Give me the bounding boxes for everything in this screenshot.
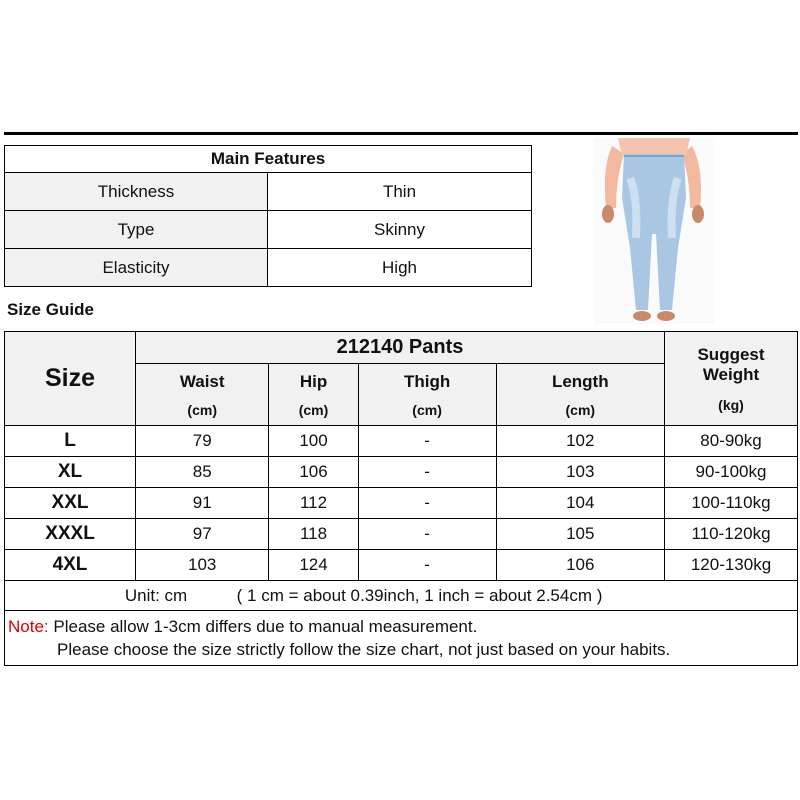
weight-header-line1: Suggest <box>697 344 765 364</box>
feature-label: Thickness <box>5 173 268 211</box>
size-cell: 4XL <box>5 550 136 581</box>
notes-row <box>5 611 798 666</box>
column-label: Waist <box>179 371 225 391</box>
product-name-header: 212140 Pants <box>136 332 665 364</box>
waist-column-header <box>136 364 269 426</box>
waist-cell: 103 <box>136 550 269 581</box>
waist-cell: 91 <box>136 488 269 519</box>
feature-row <box>5 173 532 211</box>
hip-column-header <box>269 364 358 426</box>
unit-note: Unit: cm <box>124 585 188 605</box>
column-label: Thigh <box>403 371 451 391</box>
hip-cell: 124 <box>269 550 358 581</box>
weight-unit: (kg) <box>718 396 744 413</box>
note-line-1: Please allow 1-3cm differs due to manual measurement. <box>53 617 478 636</box>
unit-note-cell <box>5 581 798 611</box>
skinny-jeans-model-icon <box>594 138 714 324</box>
size-guide-table <box>4 331 798 666</box>
feature-row <box>5 211 532 249</box>
feature-value: Thin <box>268 173 532 211</box>
column-unit: (cm) <box>565 401 596 418</box>
column-label: Length <box>551 371 609 391</box>
length-cell: 102 <box>496 426 664 457</box>
thigh-cell: - <box>358 488 496 519</box>
length-column-header <box>496 364 664 426</box>
table-row <box>5 457 798 488</box>
size-guide-title: Size Guide <box>7 300 94 319</box>
thigh-cell: - <box>358 550 496 581</box>
feature-row <box>5 249 532 287</box>
length-cell: 103 <box>496 457 664 488</box>
thigh-column-header <box>358 364 496 426</box>
thigh-cell: - <box>358 519 496 550</box>
hip-cell: 112 <box>269 488 358 519</box>
thigh-cell: - <box>358 457 496 488</box>
weight-cell: 80-90kg <box>665 426 798 457</box>
weight-cell: 120-130kg <box>665 550 798 581</box>
size-cell: XXXL <box>5 519 136 550</box>
feature-label: Type <box>5 211 268 249</box>
product-photo <box>594 138 714 324</box>
hip-cell: 100 <box>269 426 358 457</box>
feature-value: High <box>268 249 532 287</box>
length-cell: 106 <box>496 550 664 581</box>
table-row <box>5 488 798 519</box>
length-cell: 105 <box>496 519 664 550</box>
note-line-2: Please choose the size strictly follow the size chart, not just based on your habits. <box>57 640 671 659</box>
top-divider <box>4 132 798 135</box>
column-unit: (cm) <box>298 401 329 418</box>
thigh-cell: - <box>358 426 496 457</box>
size-column-header: Size <box>5 332 136 426</box>
waist-cell: 79 <box>136 426 269 457</box>
unit-row <box>5 581 798 611</box>
conversion-note: ( 1 cm = about 0.39inch, 1 inch = about 2.54cm ) <box>236 585 603 605</box>
feature-value: Skinny <box>268 211 532 249</box>
notes-cell <box>5 611 798 666</box>
weight-cell: 110-120kg <box>665 519 798 550</box>
main-features-table <box>4 145 532 287</box>
feature-label: Elasticity <box>5 249 268 287</box>
table-row <box>5 519 798 550</box>
size-cell: XL <box>5 457 136 488</box>
main-features-title: Main Features <box>5 146 532 173</box>
weight-cell: 100-110kg <box>665 488 798 519</box>
waist-cell: 97 <box>136 519 269 550</box>
weight-column-header <box>665 332 798 426</box>
weight-cell: 90-100kg <box>665 457 798 488</box>
size-cell: XXL <box>5 488 136 519</box>
length-cell: 104 <box>496 488 664 519</box>
weight-header-line2: Weight <box>702 364 760 384</box>
hip-cell: 106 <box>269 457 358 488</box>
column-unit: (cm) <box>412 401 442 418</box>
column-label: Hip <box>299 371 328 391</box>
table-row <box>5 426 798 457</box>
hip-cell: 118 <box>269 519 358 550</box>
column-unit: (cm) <box>187 401 217 418</box>
size-cell: L <box>5 426 136 457</box>
waist-cell: 85 <box>136 457 269 488</box>
note-label: Note: <box>8 617 49 636</box>
table-row <box>5 550 798 581</box>
